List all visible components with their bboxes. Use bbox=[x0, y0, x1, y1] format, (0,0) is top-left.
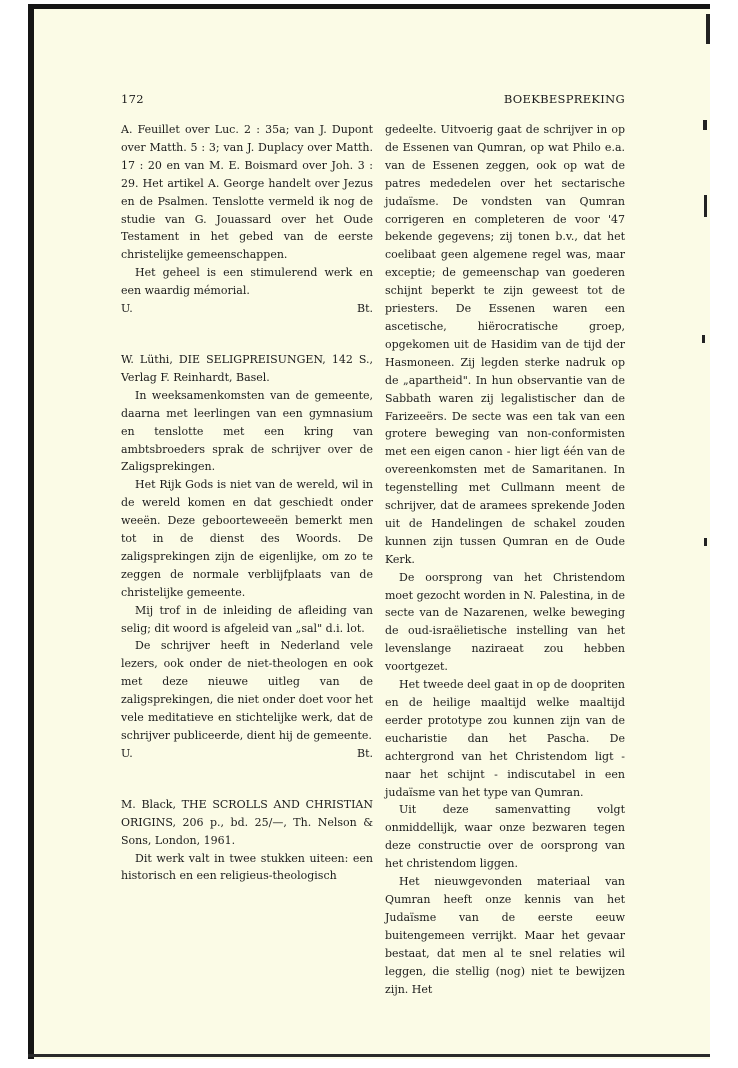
scan-mark bbox=[704, 538, 707, 546]
signature-initial: U. bbox=[121, 302, 133, 316]
scan-edge-top bbox=[28, 4, 710, 9]
paragraph: Dit werk valt in twee stukken uiteen: een historisch en een religieus-theologisch bbox=[121, 851, 373, 883]
scan-edge-bottom bbox=[28, 1054, 710, 1057]
paragraph: A. Feuillet over Luc. 2 : 35a; van J. Dupont over Matth. 5 : 3; van J. Duplacy over Matth. 17 : 20 en van M. E. Boismard over Joh. 3 : 29. Het artikel A. George handelt over Jezus en de Psalmen. Tenslotte vermeld ik nog de studie van G. Jouassard over het Oude Testament in het gebed van de eerste christelijke gemeenschappen. bbox=[121, 123, 373, 262]
book-reference: M. Black, THE SCROLLS AND CHRISTIAN ORIGINS, 206 p., bd. 25/—, Th. Nelson & Sons, London, 1961. bbox=[121, 797, 373, 847]
scan-mark bbox=[702, 335, 705, 343]
left-column bbox=[121, 121, 373, 885]
scan-edge-left bbox=[28, 4, 34, 1059]
signature-abbrev: Bt. bbox=[356, 302, 373, 316]
page-number: 172 bbox=[121, 92, 144, 106]
reviewer-signature bbox=[121, 300, 373, 318]
paragraph: Het Rijk Gods is niet van de wereld, wil in de wereld komen en dat geschiedt onder weeën. Deze geboorteweeën bemerkt men tot in de dienst des Woords. De zaligsprekingen zijn de eigenlijke, om zo te zeggen de normale verblijfplaats van de christelijke gemeente. bbox=[121, 478, 373, 599]
paragraph: Mij trof in de inleiding de afleiding van selig; dit woord is afgeleid van „sal" d.i. lot. bbox=[121, 603, 373, 635]
paragraph: Het nieuwgevonden materiaal van Qumran heeft onze kennis van het Judaïsme van de eerste eeuw buitengemeen verrijkt. Maar het gevaar bestaat, dat men al te snel relaties wil leggen, die stellig (nog) niet te bewijzen zijn. Het bbox=[385, 875, 625, 996]
paragraph: Uit deze samenvatting volgt onmiddellijk, waar onze bezwaren tegen deze constructie over de oorsprong van het christendom liggen. bbox=[385, 803, 625, 871]
scan-mark bbox=[703, 120, 707, 130]
paragraph: De schrijver heeft in Nederland vele lezers, ook onder de niet-theologen en ook met deze nieuwe uitleg van de zaligsprekingen, die niet onder doet voor het vele meditatieve en stichtelijke werk, dat de schrijver publiceerde, dient hij de gemeente. bbox=[121, 639, 373, 742]
spacer bbox=[121, 318, 373, 351]
paragraph: De oorsprong van het Christendom moet gezocht worden in N. Palestina, in de secte van de Nazarenen, welke beweging de oud-israëlietische instelling van het levenslange naziraeat zou hebben voortgezet. bbox=[385, 570, 625, 674]
section-title: BOEKBESPREKING bbox=[503, 92, 625, 106]
right-column bbox=[385, 121, 625, 998]
signature-abbrev: Bt. bbox=[356, 746, 373, 760]
paragraph: gedeelte. Uitvoerig gaat de schrijver in op de Essenen van Qumran, op wat Philo e.a. van de Essenen zeggen, ook op wat de patres mededelen over het sectarische judaïsme. De vondsten van Qumran corrigeren en completeren de voor '47 bekende gegevens; zij tonen b.v., dat het coelibaat geen algemene regel was, maar exceptie; de gemeenschap van goederen schijnt beperkt te zijn geweest tot de priesters. De Essenen waren een ascetische, hiërocratische groep, opgekomen uit de Hasidim van de tijd der Hasmoneen. Zij legden sterke nadruk op de „apartheid". In hun observantie van de Sabbath waren zij legalistischer dan de Farizeeërs. De secte was een tak van een grotere beweging van non-conformisten met een eigen canon - hier ligt één van de overeenkomsten met de Samaritanen. In tegenstelling met Cullmann meent de schrijver, dat de aramees sprekende Joden uit de Handelingen de schakel zouden kunnen zijn tussen Qumran en de Oude Kerk. bbox=[385, 123, 625, 566]
paragraph: Het geheel is een stimulerend werk en een waardig mémorial. bbox=[121, 266, 373, 298]
paragraph: Het tweede deel gaat in op de doopriten en de heilige maaltijd welke maaltijd eerder prototype zou kunnen zijn van de eucharistie dan het Pascha. De achtergrond van het Christendom ligt - naar het schijnt - indiscutabel in een judaïsme van het type van Qumran. bbox=[385, 678, 625, 799]
spacer bbox=[121, 763, 373, 796]
paragraph: In weeksamenkomsten van de gemeente, daarna met leerlingen van een gymnasium en tenslotte met een kring van ambtsbroeders sprak de schrijver over de Zaligsprekingen. bbox=[121, 388, 373, 474]
scan-mark bbox=[704, 195, 707, 217]
reviewer-signature bbox=[121, 745, 373, 763]
scan-edge-right bbox=[706, 14, 710, 44]
book-reference: W. Lüthi, DIE SELIGPREISUNGEN, 142 S., Verlag F. Reinhardt, Basel. bbox=[121, 352, 373, 384]
signature-initial: U. bbox=[121, 746, 133, 760]
